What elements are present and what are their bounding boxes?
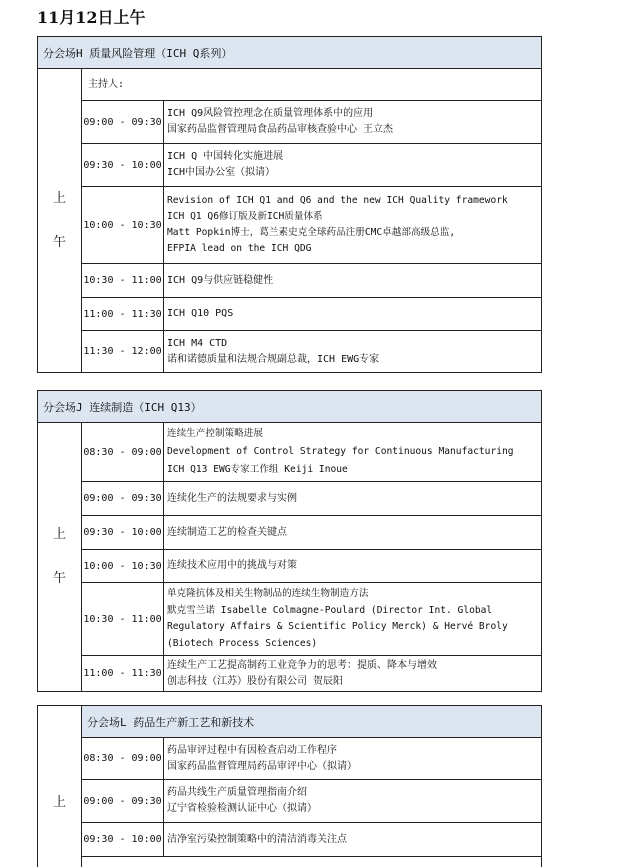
period-label-top: 上 [52,527,66,542]
session-l [37,705,542,867]
item-line: 连续生产工艺提高制药工业竞争力的思考：提质、降本与增效 [167,659,437,671]
schedule-row [82,144,541,187]
schedule-row [82,298,541,331]
item-line: 药品共线生产质量管理指南介绍 [167,787,307,798]
time-slot: 10:30 - 11:00 [82,264,164,297]
host-row [82,69,541,101]
schedule-row [82,823,541,857]
session-header [38,37,541,69]
period-label-top: 上 [52,794,66,810]
schedule-row [82,264,541,298]
time-slot: 09:00 - 09:30 [82,101,164,143]
session-title: 分会场H 质量风险管理（ICH Q系列） [43,46,233,60]
session-header [82,706,541,738]
time-slot: 11:00 - 11:30 [82,656,164,691]
item-line: ICH Q9风险管控理念在质量管理体系中的应用 [167,108,374,119]
schedule-row [82,780,541,823]
schedule-rows [82,69,541,372]
time-slot: 09:30 - 10:00 [82,144,164,186]
period-column [38,69,82,372]
schedule-row [82,482,541,516]
item-line: Matt Popkin博士，葛兰素史克全球药品注册CMC卓越部高级总监, [167,227,456,238]
item-line: 创志科技（江苏）股份有限公司 贺辰阳 [167,675,344,687]
item-line: ICH Q10 PQS [167,308,234,319]
item-line: 默克雪兰诺 Isabelle Colmagne-Poulard (Director Int. Global [167,604,493,616]
schedule-row [82,656,541,691]
session-j [37,390,542,692]
schedule-row [82,583,541,656]
item-line: 洁净室污染控制策略中的清洁消毒关注点 [167,833,347,845]
schedule-row [82,187,541,264]
time-slot: 08:30 - 09:00 [82,738,164,779]
period-column [38,706,82,867]
item-line: 连续化生产的法规要求与实例 [167,492,297,504]
item-line: 单克隆抗体及相关生物制品的连续生物制造方法 [167,588,369,599]
item-line: 国家药品监督管理局食品药品审核查验中心 王立杰 [167,124,394,135]
schedule-rows [82,706,541,867]
time-slot: 10:00 - 10:30 [82,187,164,263]
session-title: 分会场J 连续制造（ICH Q13） [43,400,202,414]
item-line: Development of Control Strategy for Continuous Manufacturing [167,446,514,457]
period-label-bottom: 午 [52,234,66,250]
session-h [37,36,542,373]
item-line: 连续制造工艺的检查关键点 [167,526,287,538]
period-label-top: 上 [52,190,66,206]
schedule-row [82,516,541,550]
schedule-rows [82,423,541,691]
schedule-row [82,550,541,583]
item-line: ICH Q9与供应链稳健性 [167,274,274,286]
item-line: ICH Q 中国转化实施进展 [167,151,284,162]
item-line: ICH Q1 Q6修订版及新ICH质量体系 [167,211,323,222]
schedule-row [82,331,541,372]
time-slot: 11:00 - 11:30 [82,298,164,330]
time-slot: 09:30 - 10:00 [82,823,164,856]
item-line: 药品审评过程中有因检查启动工作程序 [167,744,337,756]
time-slot: 09:30 - 10:00 [82,516,164,549]
schedule-row [82,738,541,780]
item-line: (Biotech Process Sciences) [167,637,318,649]
page-title: 11月12日上午 [37,8,146,27]
item-line: 连续技术应用中的挑战与对策 [167,560,297,571]
session-title: 分会场L 药品生产新工艺和新技术 [87,715,255,729]
period-label-bottom: 午 [52,571,66,586]
period-column [38,423,82,691]
time-slot: 08:30 - 09:00 [82,423,164,481]
item-line: ICH M4 CTD [167,337,228,349]
item-line: Regulatory Affairs & Scientific Policy Merck) & Hervé Broly [167,621,508,632]
item-line: 诺和诺德质量和法规合规副总裁，ICH EWG专家 [167,353,380,365]
time-slot: 11:30 - 12:00 [82,331,164,372]
item-line: EFPIA lead on the ICH QDG [167,243,312,254]
session-header [38,391,541,423]
item-line: 连续生产控制策略进展 [167,428,263,439]
item-line: ICH Q13 EWG专家工作组 Keiji Inoue [167,464,348,475]
item-line: 国家药品监督管理局药品审评中心（拟请） [167,760,357,772]
schedule-row [82,101,541,144]
schedule-row [82,423,541,482]
time-slot: 09:00 - 09:30 [82,780,164,822]
time-slot: 10:30 - 11:00 [82,583,164,655]
item-line: ICH中国办公室（拟请） [167,167,276,178]
time-slot: 10:00 - 10:30 [82,550,164,582]
item-line: 辽宁省检验检测认证中心（拟请） [167,803,317,814]
time-slot: 09:00 - 09:30 [82,482,164,515]
item-line: Revision of ICH Q1 and Q6 and the new ICH Quality framework [167,195,508,206]
host-label: 主持人: [88,78,125,90]
